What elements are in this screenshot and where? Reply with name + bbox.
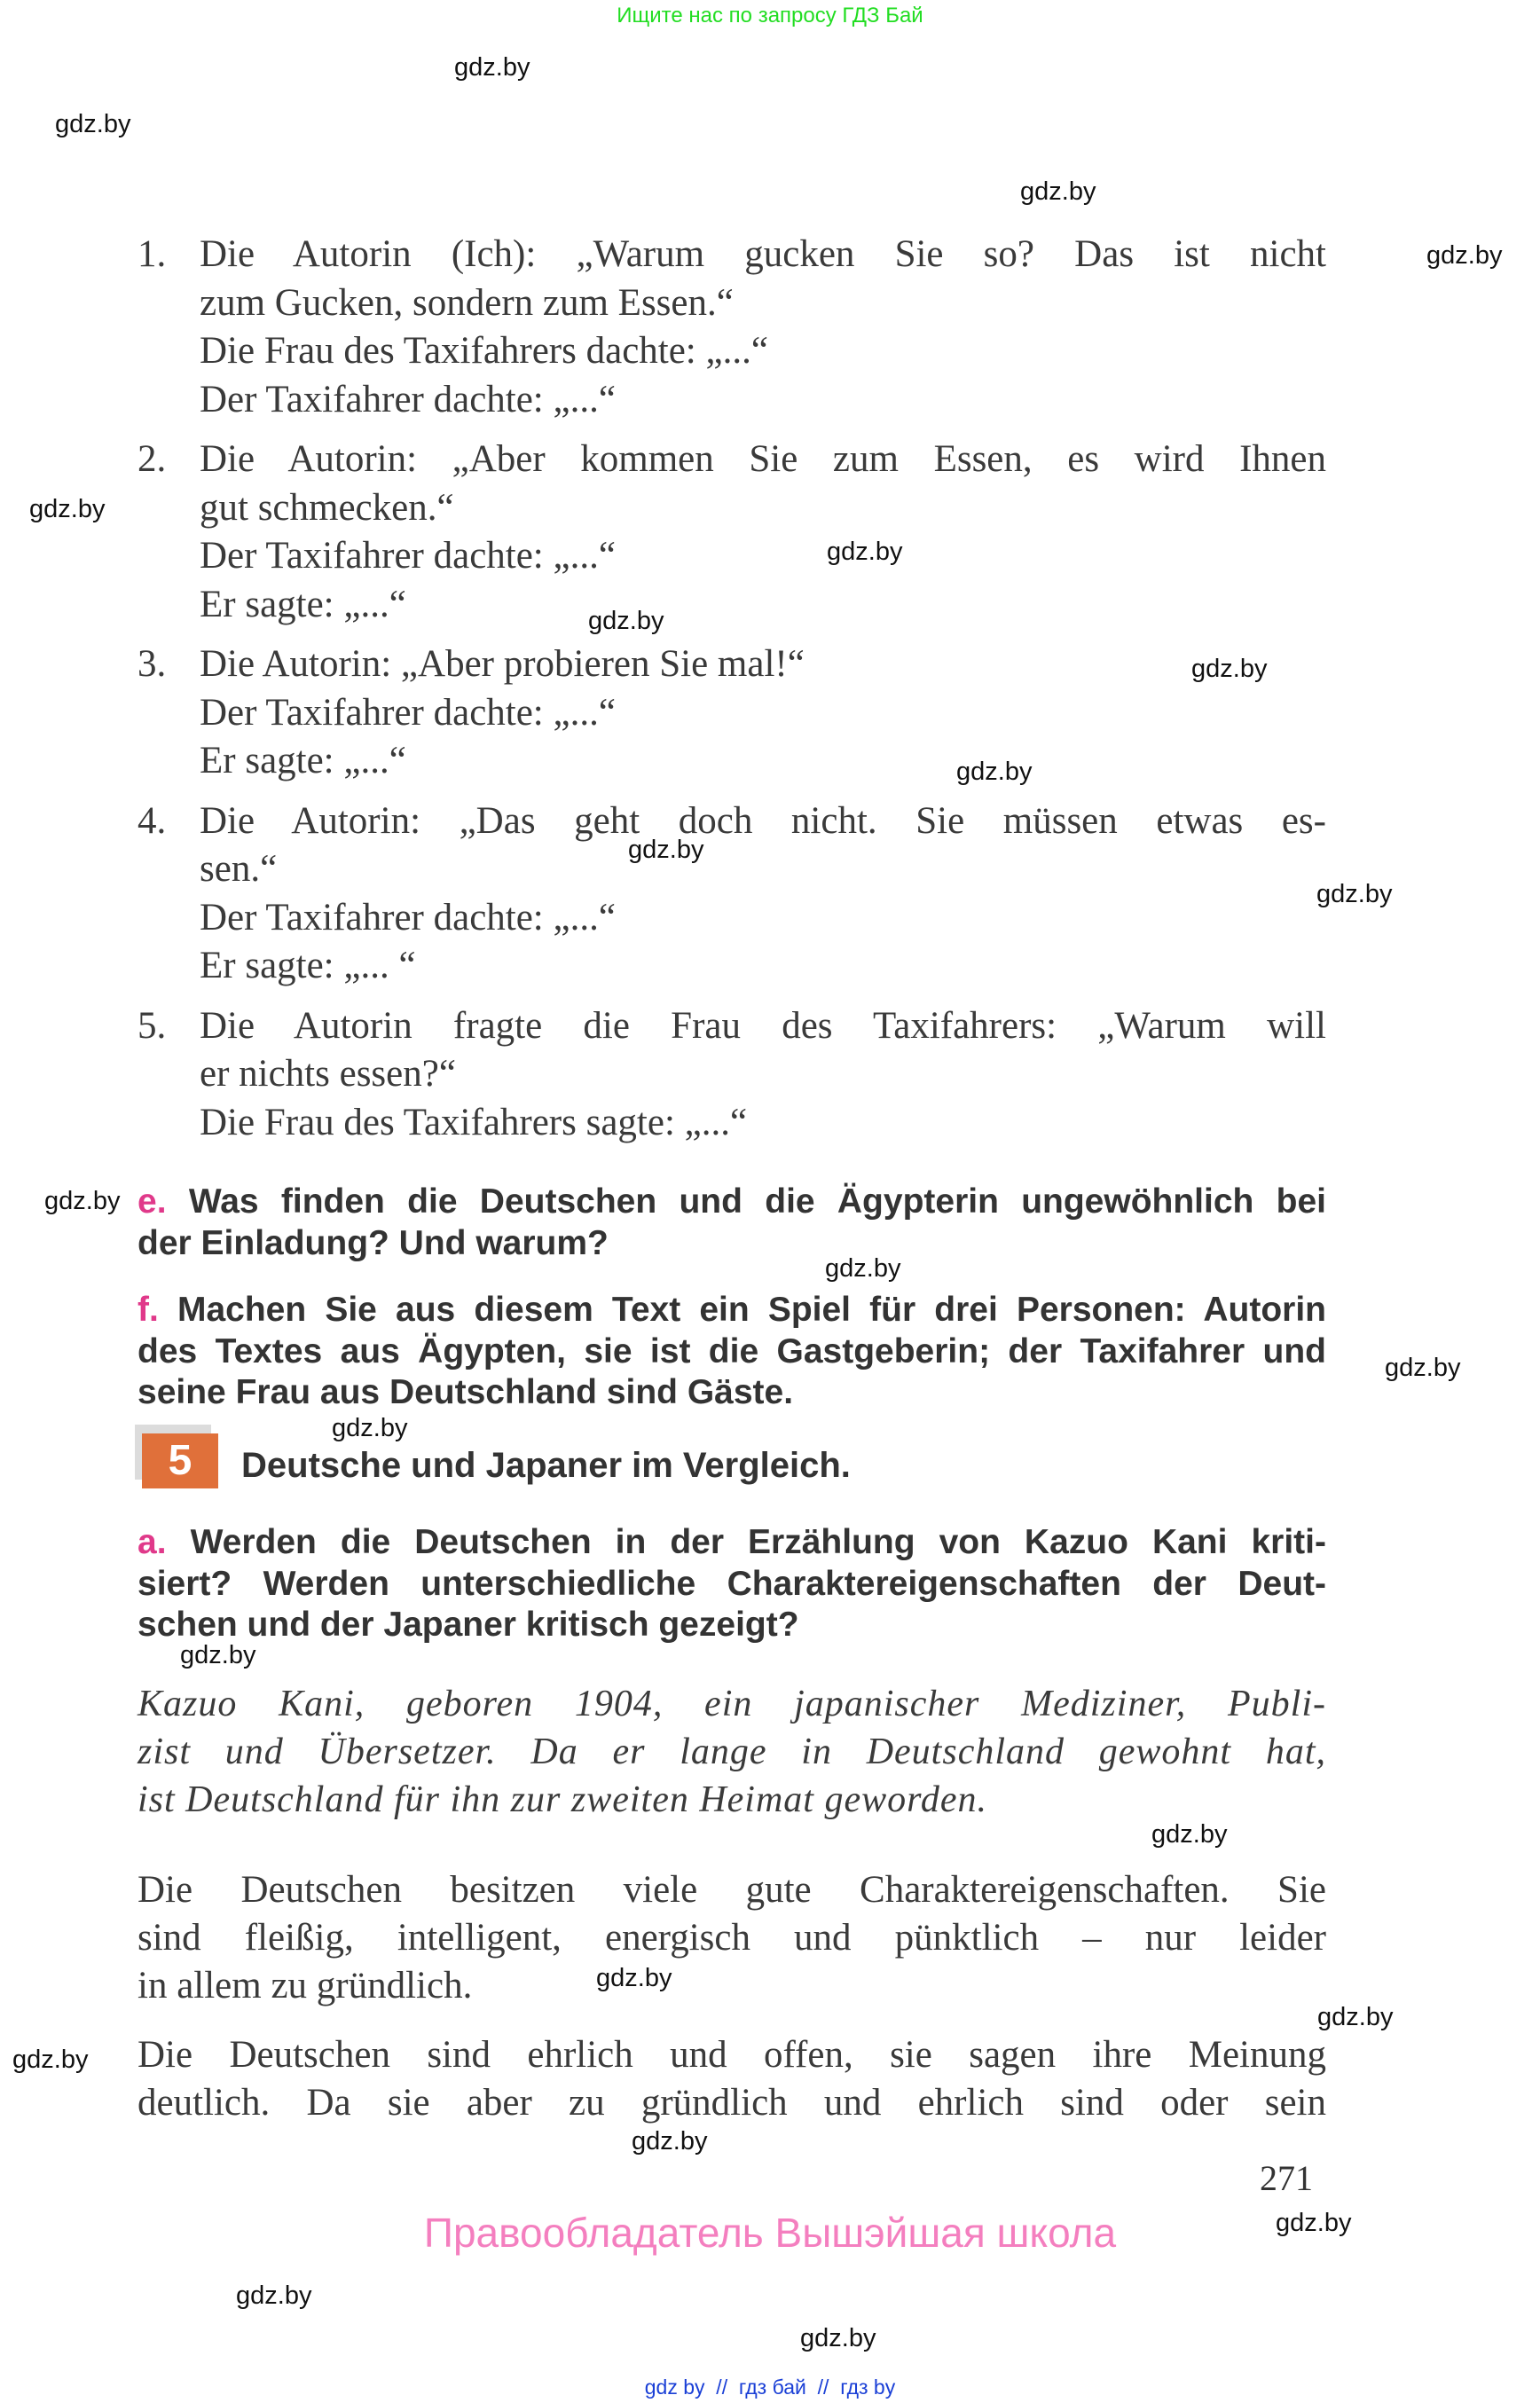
watermark: gdz.by	[800, 2324, 876, 2352]
task-letter: e.	[138, 1182, 167, 1221]
dialog-line: Der Taxifahrer dachte: „...“	[200, 535, 616, 577]
dialog-item	[138, 797, 1326, 991]
dialog-line: Die Frau des Taxifahrers sagte: „...“	[200, 1101, 748, 1143]
watermark: gdz.by	[1385, 1354, 1461, 1382]
watermark: gdz.by	[1020, 177, 1096, 206]
watermark: gdz.by	[596, 1964, 672, 1992]
dialog-line: Die Autorin: „Aber kommen Sie zum Essen, es wird Ihnen	[200, 438, 1326, 480]
task-line: schen und der Japaner kritisch gezeigt?	[138, 1606, 799, 1644]
task-line: Was finden die Deutschen und die Ägypterin ungewöhnlich bei	[188, 1182, 1326, 1221]
dialog-line: Die Autorin: „Aber probieren Sie mal!“	[200, 643, 805, 685]
task-letter: f.	[138, 1291, 159, 1329]
dialog-line: er nichts essen?“	[200, 1053, 456, 1095]
watermark: gdz.by	[628, 836, 704, 864]
dialog-line: Die Autorin fragte die Frau des Taxifahrers: „Warum will	[200, 1004, 1326, 1047]
watermark: gdz.by	[1191, 655, 1268, 683]
paragraph-line: deutlich. Da sie aber zu gründlich und ehrlich sind oder sein	[138, 2082, 1326, 2124]
item-number: 2.	[138, 438, 167, 480]
task-line: Werden die Deutschen in der Erzählung von Kazuo Kani kriti-	[190, 1523, 1326, 1561]
watermark: gdz.by	[236, 2281, 312, 2310]
watermark: gdz.by	[1151, 1820, 1228, 1849]
watermark: gdz.by	[1426, 241, 1503, 270]
note-line: zist und Übersetzer. Da er lange in Deutschland gewohnt hat,	[138, 1732, 1326, 1772]
author-note	[138, 1680, 1326, 1824]
note-line: ist Deutschland für ihn zur zweiten Heimat geworden.	[138, 1779, 988, 1820]
watermark: gdz.by	[44, 1187, 121, 1215]
paragraph-line: sind fleißig, intelligent, energisch und pünktlich – nur leider	[138, 1917, 1326, 1959]
rights-holder: Правообладатель Вышэйшая школа	[423, 2210, 1117, 2256]
dialog-item	[138, 231, 1326, 424]
watermark: gdz.by	[454, 53, 530, 82]
paragraph	[138, 1866, 1326, 2010]
dialog-line: Der Taxifahrer dachte: „...“	[200, 691, 616, 734]
paragraph-line: Die Deutschen sind ehrlich und offen, sie sagen ihre Meinung	[138, 2034, 1326, 2076]
dialog-line: Der Taxifahrer dachte: „...“	[200, 896, 616, 938]
watermark: gdz.by	[180, 1641, 256, 1669]
task-letter: a.	[138, 1523, 167, 1561]
exercise-number-badge: 5	[142, 1433, 218, 1488]
watermark: gdz.by	[632, 2127, 708, 2156]
dialog-item	[138, 640, 1326, 786]
watermark: gdz.by	[956, 758, 1033, 786]
paragraph	[138, 2031, 1326, 2127]
watermark: gdz.by	[1276, 2209, 1352, 2237]
item-number: 4.	[138, 799, 167, 842]
watermark: gdz.by	[1316, 880, 1393, 908]
task-line: der Einladung? Und warum?	[138, 1223, 609, 1262]
task-line: Machen Sie aus diesem Text ein Spiel für drei Personen: Autorin	[177, 1291, 1326, 1329]
dialog-item	[138, 436, 1326, 629]
dialog-list	[138, 231, 1326, 1158]
item-number: 1.	[138, 233, 167, 275]
task-a	[138, 1522, 1326, 1646]
dialog-line: Der Taxifahrer dachte: „...“	[200, 378, 616, 420]
note-line: Kazuo Kani, geboren 1904, ein japanischer Mediziner, Publi-	[138, 1684, 1326, 1724]
dialog-line: Die Frau des Taxifahrers dachte: „...“	[200, 330, 768, 372]
dialog-item	[138, 1002, 1326, 1148]
task-e	[138, 1182, 1326, 1264]
page-number: 271	[1260, 2158, 1313, 2198]
task-line: seine Frau aus Deutschland sind Gäste.	[138, 1373, 794, 1411]
watermark: gdz.by	[29, 495, 106, 523]
dialog-line: Er sagte: „...“	[200, 583, 406, 625]
dialog-line: Die Autorin: „Das geht doch nicht. Sie müssen etwas es-	[200, 799, 1326, 842]
watermark: gdz.by	[827, 538, 903, 566]
item-number: 5.	[138, 1004, 167, 1047]
task-line: des Textes aus Ägypten, sie ist die Gastgeberin; der Taxifahrer und	[138, 1331, 1326, 1370]
task-line: siert? Werden unterschiedliche Charaktereigenschaften der Deut-	[138, 1564, 1326, 1603]
task-f	[138, 1290, 1326, 1414]
top-banner: Ищите нас по запросу ГДЗ Бай	[617, 4, 923, 27]
footer-links[interactable]: gdz by // гдз бай // гдз by	[644, 2376, 896, 2399]
item-number: 3.	[138, 643, 167, 685]
watermark: gdz.by	[55, 110, 131, 138]
watermark: gdz.by	[332, 1414, 408, 1442]
dialog-line: Die Autorin (Ich): „Warum gucken Sie so? Das ist nicht	[200, 233, 1326, 275]
dialog-line: Er sagte: „... “	[200, 945, 416, 986]
watermark: gdz.by	[588, 607, 664, 635]
watermark: gdz.by	[825, 1254, 901, 1283]
paragraph-line: Die Deutschen besitzen viele gute Charaktereigenschaften. Sie	[138, 1869, 1326, 1911]
exercise-title: Deutsche und Japaner im Vergleich.	[241, 1446, 851, 1485]
dialog-line: gut schmecken.“	[200, 486, 454, 529]
dialog-line: Er sagte: „...“	[200, 740, 406, 781]
dialog-line: zum Gucken, sondern zum Essen.“	[200, 281, 734, 324]
dialog-line: sen.“	[200, 848, 278, 890]
paragraph-line: in allem zu gründlich.	[138, 1965, 473, 2006]
watermark: gdz.by	[1317, 2003, 1394, 2031]
watermark: gdz.by	[12, 2046, 89, 2074]
